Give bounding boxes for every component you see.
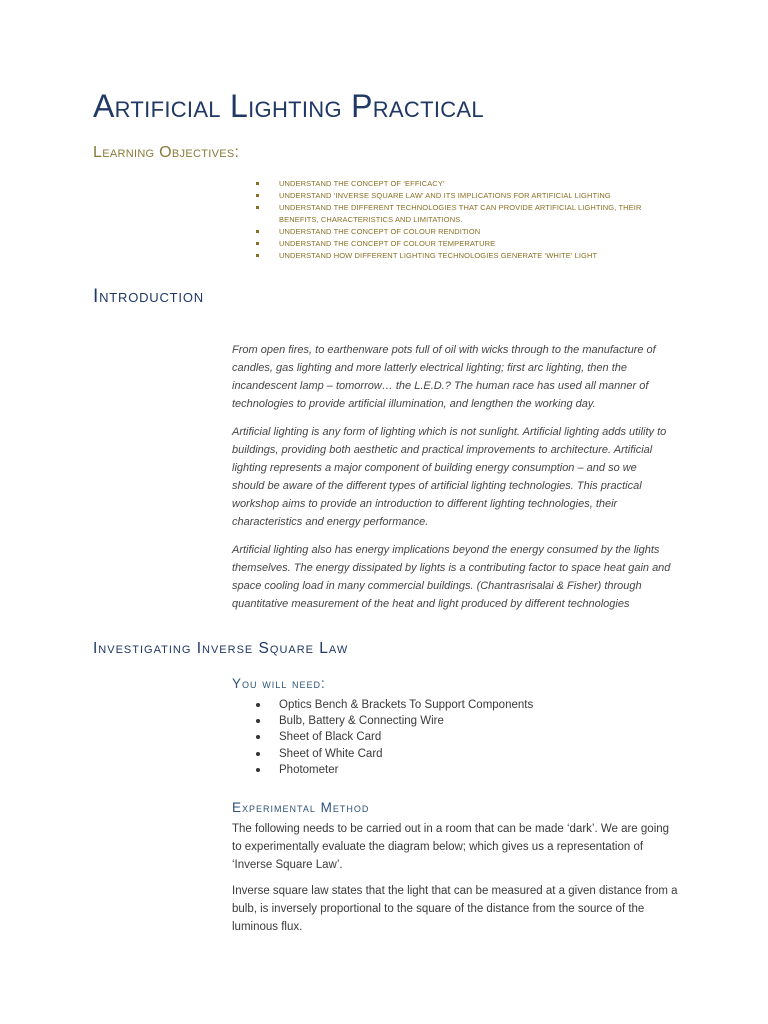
intro-paragraph: Artificial lighting is any form of lighting which is not sunlight. Artificial lighting adds utility to buildings, providing both aesthetic and practical improvements to architecture. Artificial lighting represents a major component of building energy consumption – and so we should be aware of the different types of artificial lighting technologies. This practical workshop aims to provide an introduction to different lighting technologies, their characteristics and energy performance. (232, 426, 667, 528)
bullet-icon (256, 703, 260, 707)
you-will-need-heading: You will need: (232, 676, 326, 691)
square-bullet-icon (256, 182, 259, 185)
bullet-icon (256, 752, 260, 756)
bullet-icon (256, 735, 260, 739)
square-bullet-icon (256, 230, 259, 233)
equipment-item (256, 697, 533, 713)
bullet-icon (256, 768, 260, 772)
square-bullet-icon (256, 242, 259, 245)
document-title: Artificial Lighting Practical (93, 88, 484, 124)
method-paragraph: The following needs to be carried out in a room that can be made ‘dark’. We are going to experimentally evaluate the diagram below; which gives us a representation of ‘Inverse Square Law’. (232, 823, 670, 871)
objective-text: UNDERSTAND THE DIFFERENT TECHNOLOGIES THAT CAN PROVIDE ARTIFICIAL LIGHTING, THEIR BENEFITS, CHARACTERISTICS AND LIMITATIONS. (279, 203, 642, 224)
objective-item (256, 190, 676, 202)
experimental-method-heading: Experimental Method (232, 800, 370, 815)
intro-paragraph: From open fires, to earthenware pots full of oil with wicks through to the manufacture of candles, gas lighting and more latterly electrical lighting; first arc lighting, then the incandescent lamp – tomorrow… the L.E.D.? The human race has used all manner of technologies to provide artificial illumination, and lengthen the working day. (232, 344, 656, 410)
equipment-text: Bulb, Battery & Connecting Wire (279, 715, 444, 728)
introduction-body (232, 341, 672, 623)
method-paragraph: Inverse square law states that the light that can be measured at a given distance from a bulb, is inversely proportional to the square of the distance from the source of the luminous flux. (232, 885, 678, 933)
equipment-text: Photometer (279, 763, 339, 776)
equipment-text: Sheet of White Card (279, 747, 383, 760)
objective-text: UNDERSTAND HOW DIFFERENT LIGHTING TECHNOLOGIES GENERATE ‘WHITE’ LIGHT (279, 251, 598, 260)
objective-text: UNDERSTAND THE CONCEPT OF COLOUR TEMPERATURE (279, 239, 496, 248)
objective-text: UNDERSTAND ‘INVERSE SQUARE LAW’ AND ITS IMPLICATIONS FOR ARTIFICIAL LIGHTING (279, 191, 611, 200)
square-bullet-icon (256, 254, 259, 257)
objective-item (256, 250, 676, 262)
introduction-heading: Introduction (93, 286, 204, 307)
objective-item (256, 238, 676, 250)
equipment-text: Sheet of Black Card (279, 731, 382, 744)
equipment-list (256, 697, 533, 778)
learning-objectives-list (256, 178, 676, 262)
experimental-method-body (232, 821, 678, 946)
equipment-item (256, 762, 533, 778)
equipment-item (256, 713, 533, 729)
inverse-square-law-heading: Investigating Inverse Square Law (93, 640, 349, 657)
square-bullet-icon (256, 194, 259, 197)
equipment-item (256, 746, 533, 762)
bullet-icon (256, 719, 260, 723)
objective-text: UNDERSTAND THE CONCEPT OF ‘EFFICACY’ (279, 179, 445, 188)
objective-item (256, 178, 676, 190)
intro-paragraph: Artificial lighting also has energy implications beyond the energy consumed by the lights themselves. The energy dissipated by lights is a contributing factor to space heat gain and space cooling load in many commercial buildings. (Chantrasrisalai & Fisher) through quantitative measurement of the heat and light produced by different technologies (232, 544, 671, 610)
square-bullet-icon (256, 206, 259, 209)
objective-text: UNDERSTAND THE CONCEPT OF COLOUR RENDITION (279, 227, 481, 236)
equipment-item (256, 729, 533, 745)
learning-objectives-heading: Learning Objectives: (93, 144, 240, 161)
objective-item (256, 202, 676, 226)
objective-item (256, 226, 676, 238)
equipment-text: Optics Bench & Brackets To Support Components (279, 699, 534, 711)
